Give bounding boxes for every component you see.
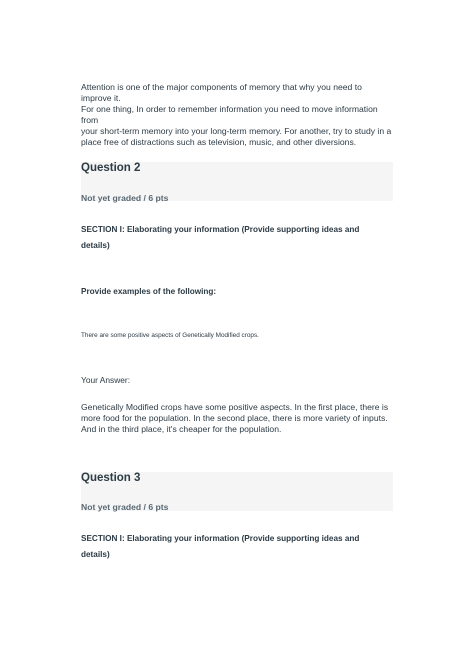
question-2-grade: Not yet graded / 6 pts [81, 193, 169, 203]
question-2-prompt [81, 332, 393, 339]
section-heading-line: SECTION I: Elaborating your information (Provide supporting ideas and [81, 534, 360, 543]
question-2-section-heading [81, 222, 393, 254]
question-3-section-heading [81, 531, 393, 563]
question-3-title: Question 3 [81, 472, 141, 484]
previous-answer-text [81, 82, 393, 148]
question-2-answer-text [81, 402, 393, 435]
section-heading-line: details) [81, 550, 110, 559]
previous-answer-line: your short-term memory into your long-term memory. For another, try to study in a [81, 126, 392, 136]
answer-line: Genetically Modified crops have some positive aspects. In the first place, there is [81, 402, 389, 412]
question-2-header [81, 162, 393, 201]
section-heading-line: SECTION I: Elaborating your information (Provide supporting ideas and [81, 225, 360, 234]
question-3-grade: Not yet graded / 6 pts [81, 502, 169, 512]
previous-answer-line: place free of distractions such as television, music, and other diversions. [81, 137, 357, 147]
prompt-text: There are some positive aspects of Genetically Modified crops. [81, 332, 259, 339]
instruction-text: Provide examples of the following: [81, 287, 217, 296]
your-answer-label-text: Your Answer: [81, 375, 131, 385]
question-3-header [81, 472, 393, 511]
previous-answer-line: For one thing, In order to remember information you need to move information from [81, 104, 378, 125]
your-answer-label [81, 375, 393, 385]
section-heading-line: details) [81, 241, 110, 250]
previous-answer-line: Attention is one of the major components of memory that why you need to improve it. [81, 82, 362, 103]
question-2-title: Question 2 [81, 162, 141, 174]
answer-line: And in the third place, it's cheaper for the population. [81, 424, 282, 434]
question-2-instruction [81, 284, 393, 300]
answer-line: more food for the population. In the second place, there is more variety of inputs. [81, 413, 388, 423]
